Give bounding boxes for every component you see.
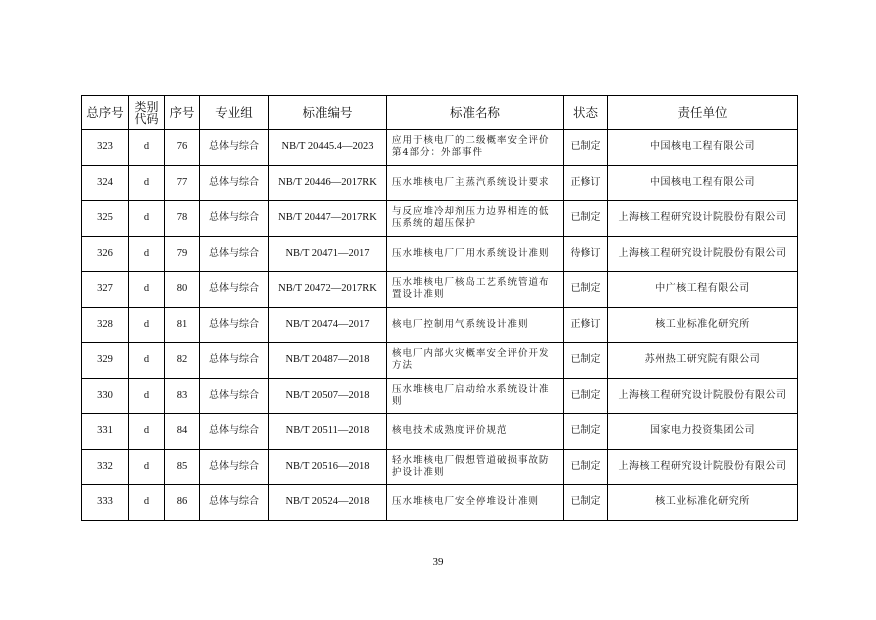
cell-unit: 中广核工程有限公司 [608, 272, 798, 308]
cell-seq-no: 83 [165, 378, 200, 414]
header-seq-no: 序号 [165, 96, 200, 130]
cell-unit: 国家电力投资集团公司 [608, 414, 798, 450]
cell-std-name: 应用于核电厂的二级概率安全评价第4部分：外部事件 [387, 130, 564, 166]
cell-group: 总体与综合 [200, 307, 269, 343]
cell-seq-no: 81 [165, 307, 200, 343]
cell-std-name: 核电厂内部火灾概率安全评价开发方法 [387, 343, 564, 379]
page-number: 39 [432, 556, 444, 568]
cell-status: 已制定 [564, 378, 608, 414]
cell-category-code: d [129, 236, 165, 272]
cell-group: 总体与综合 [200, 130, 269, 166]
table-row [82, 236, 798, 272]
cell-std-no: NB/T 20472—2017RK [269, 272, 387, 308]
table-body [82, 130, 798, 521]
cell-seq-no: 80 [165, 272, 200, 308]
cell-total-no: 327 [82, 272, 129, 308]
cell-unit: 中国核电工程有限公司 [608, 165, 798, 201]
cell-seq-no: 82 [165, 343, 200, 379]
cell-std-no: NB/T 20446—2017RK [269, 165, 387, 201]
cell-status: 正修订 [564, 307, 608, 343]
cell-group: 总体与综合 [200, 378, 269, 414]
header-category-code: 类别代码 [129, 96, 165, 130]
cell-unit: 上海核工程研究设计院股份有限公司 [608, 201, 798, 237]
cell-category-code: d [129, 165, 165, 201]
header-std-name: 标准名称 [387, 96, 564, 130]
cell-std-name: 压水堆核电厂启动给水系统设计准则 [387, 378, 564, 414]
header-unit: 责任单位 [608, 96, 798, 130]
cell-category-code: d [129, 130, 165, 166]
cell-group: 总体与综合 [200, 343, 269, 379]
cell-seq-no: 78 [165, 201, 200, 237]
cell-group: 总体与综合 [200, 414, 269, 450]
cell-total-no: 331 [82, 414, 129, 450]
cell-std-name: 核电厂控制用气系统设计准则 [387, 307, 564, 343]
cell-seq-no: 85 [165, 449, 200, 485]
cell-std-name: 压水堆核电厂安全停堆设计准则 [387, 485, 564, 521]
cell-std-name: 与反应堆冷却剂压力边界相连的低压系统的超压保护 [387, 201, 564, 237]
cell-status: 已制定 [564, 201, 608, 237]
cell-std-name: 压水堆核电厂主蒸汽系统设计要求 [387, 165, 564, 201]
table-row [82, 378, 798, 414]
cell-total-no: 333 [82, 485, 129, 521]
cell-status: 已制定 [564, 485, 608, 521]
cell-std-no: NB/T 20445.4—2023 [269, 130, 387, 166]
cell-unit: 上海核工程研究设计院股份有限公司 [608, 378, 798, 414]
cell-group: 总体与综合 [200, 236, 269, 272]
cell-category-code: d [129, 414, 165, 450]
cell-unit: 苏州热工研究院有限公司 [608, 343, 798, 379]
cell-seq-no: 84 [165, 414, 200, 450]
cell-status: 已制定 [564, 414, 608, 450]
cell-std-no: NB/T 20447—2017RK [269, 201, 387, 237]
cell-group: 总体与综合 [200, 449, 269, 485]
cell-std-no: NB/T 20511—2018 [269, 414, 387, 450]
cell-total-no: 330 [82, 378, 129, 414]
cell-total-no: 323 [82, 130, 129, 166]
cell-std-name: 压水堆核电厂核岛工艺系统管道布置设计准则 [387, 272, 564, 308]
cell-std-no: NB/T 20516—2018 [269, 449, 387, 485]
cell-std-name: 核电技术成熟度评价规范 [387, 414, 564, 450]
cell-group: 总体与综合 [200, 272, 269, 308]
header-std-no: 标准编号 [269, 96, 387, 130]
cell-unit: 中国核电工程有限公司 [608, 130, 798, 166]
cell-total-no: 329 [82, 343, 129, 379]
cell-unit: 核工业标准化研究所 [608, 485, 798, 521]
cell-status: 已制定 [564, 343, 608, 379]
cell-category-code: d [129, 378, 165, 414]
cell-category-code: d [129, 449, 165, 485]
header-total-no: 总序号 [82, 96, 129, 130]
cell-std-no: NB/T 20524—2018 [269, 485, 387, 521]
cell-status: 已制定 [564, 272, 608, 308]
table-row [82, 272, 798, 308]
cell-status: 已制定 [564, 449, 608, 485]
cell-std-name: 轻水堆核电厂假想管道破损事故防护设计准则 [387, 449, 564, 485]
cell-category-code: d [129, 201, 165, 237]
cell-std-no: NB/T 20487—2018 [269, 343, 387, 379]
table-row [82, 307, 798, 343]
cell-seq-no: 86 [165, 485, 200, 521]
header-group: 专业组 [200, 96, 269, 130]
cell-seq-no: 77 [165, 165, 200, 201]
cell-category-code: d [129, 343, 165, 379]
cell-total-no: 324 [82, 165, 129, 201]
cell-unit: 核工业标准化研究所 [608, 307, 798, 343]
cell-group: 总体与综合 [200, 165, 269, 201]
cell-status: 待修订 [564, 236, 608, 272]
cell-total-no: 326 [82, 236, 129, 272]
cell-unit: 上海核工程研究设计院股份有限公司 [608, 236, 798, 272]
cell-std-no: NB/T 20471—2017 [269, 236, 387, 272]
cell-group: 总体与综合 [200, 201, 269, 237]
cell-unit: 上海核工程研究设计院股份有限公司 [608, 449, 798, 485]
table-row [82, 201, 798, 237]
cell-std-name: 压水堆核电厂厂用水系统设计准则 [387, 236, 564, 272]
standards-table [81, 95, 798, 521]
cell-status: 已制定 [564, 130, 608, 166]
table-row [82, 449, 798, 485]
table-row [82, 414, 798, 450]
cell-status: 正修订 [564, 165, 608, 201]
cell-category-code: d [129, 485, 165, 521]
cell-seq-no: 76 [165, 130, 200, 166]
table-row [82, 165, 798, 201]
cell-category-code: d [129, 307, 165, 343]
table-row [82, 485, 798, 521]
cell-total-no: 332 [82, 449, 129, 485]
cell-total-no: 325 [82, 201, 129, 237]
table-row [82, 343, 798, 379]
cell-total-no: 328 [82, 307, 129, 343]
cell-std-no: NB/T 20474—2017 [269, 307, 387, 343]
table-row [82, 130, 798, 166]
cell-group: 总体与综合 [200, 485, 269, 521]
table-header-row [82, 96, 798, 130]
cell-seq-no: 79 [165, 236, 200, 272]
cell-std-no: NB/T 20507—2018 [269, 378, 387, 414]
header-status: 状态 [564, 96, 608, 130]
cell-category-code: d [129, 272, 165, 308]
